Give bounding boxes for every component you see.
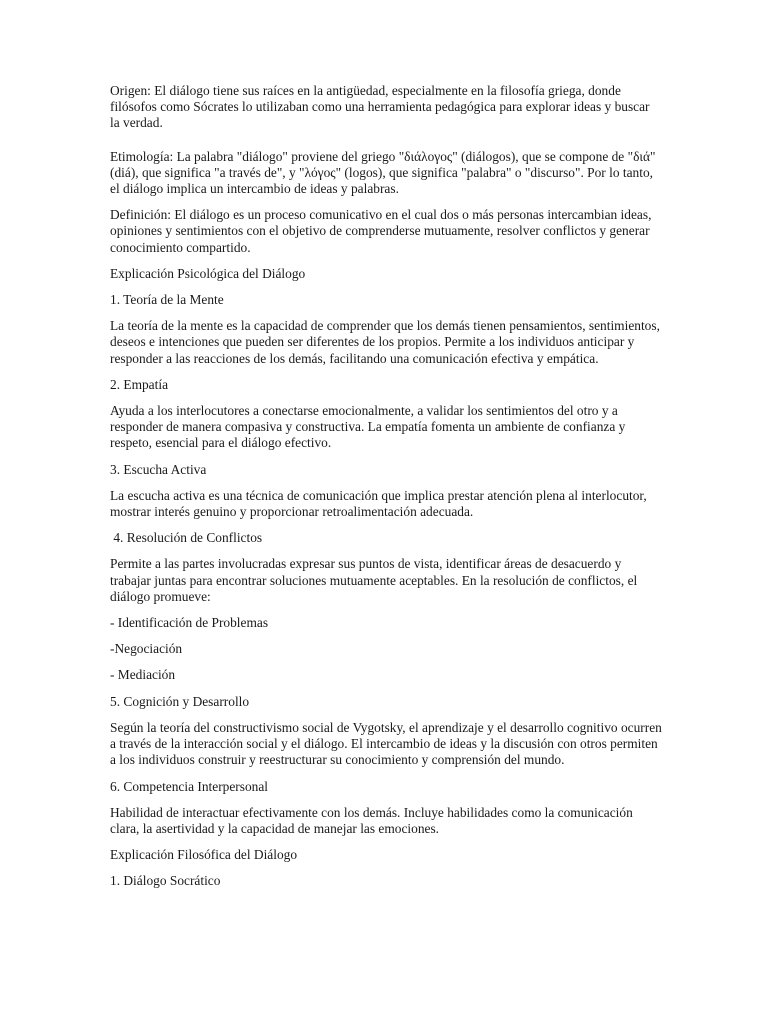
- document-page: [110, 83, 666, 900]
- subheading-cognicion: 5. Cognición y Desarrollo: [110, 693, 250, 709]
- paragraph-etimologia: Etimología: La palabra "diálogo" proviene del griego "διάλογος" (diálogos), que se compone de "διά" (diá), que significa "a través de", y "λόγος" (logos), que significa "palabra" o "discurso". Por lo tanto, el diálogo implica un intercambio de ideas y palabras.: [110, 148, 659, 197]
- paragraph-resolucion-conflictos: Permite a las partes involucradas expresar sus puntos de vista, identificar áreas de desacuerdo y trabajar juntas para encontrar soluciones mutuamente aceptables. En la resolución de conflictos, el diálogo promueve:: [110, 556, 641, 604]
- section-heading-psicologica: Explicación Psicológica del Diálogo: [110, 265, 306, 281]
- paragraph-cognicion: Según la teoría del constructivismo social de Vygotsky, el aprendizaje y el desarrollo cognitivo ocurren a través de la interacción social y el diálogo. El intercambio de ideas y la discusión con otros permiten a los individuos construir y reestructurar su conocimiento y comprensión del mundo.: [110, 719, 666, 768]
- list-item-identificacion: - Identificación de Problemas: [110, 615, 269, 631]
- paragraph-origen: Origen: El diálogo tiene sus raíces en la antigüedad, especialmente en la filosofía griega, donde filósofos como Sócrates lo utilizaban como una herramienta pedagógica para explorar ideas y buscar la verdad.: [110, 83, 653, 131]
- subheading-empatia: 2. Empatía: [110, 376, 169, 392]
- paragraph-escucha-activa: La escucha activa es una técnica de comunicación que implica prestar atención plena al interlocutor, mostrar interés genuino y proporcionar retroalimentación adecuada.: [110, 487, 651, 520]
- subheading-resolucion-conflictos: 4. Resolución de Conflictos: [110, 530, 263, 546]
- paragraph-empatia: Ayuda a los interlocutores a conectarse emocionalmente, a validar los sentimientos del otro y a responder de manera compasiva y constructiva. La empatía fomenta un ambiente de confianza y respeto, esencial para el diálogo efectivo.: [110, 403, 629, 451]
- list-item-negociacion: -Negociación: [110, 641, 183, 657]
- section-heading-filosofica: Explicación Filosófica del Diálogo: [110, 847, 298, 863]
- subheading-dialogo-socratico: 1. Diálogo Socrático: [110, 873, 221, 889]
- subheading-escucha-activa: 3. Escucha Activa: [110, 461, 207, 477]
- subheading-competencia: 6. Competencia Interpersonal: [110, 778, 269, 794]
- paragraph-definicion: Definición: El diálogo es un proceso comunicativo en el cual dos o más personas intercambian ideas, opiniones y sentimientos con el objetivo de comprenderse mutuamente, resolver conflictos y generar conocimiento compartido.: [110, 207, 655, 255]
- paragraph-competencia: Habilidad de interactuar efectivamente con los demás. Incluye habilidades como la comunicación clara, la asertividad y la capacidad de manejar las emociones.: [110, 804, 637, 836]
- list-item-mediacion: - Mediación: [110, 667, 176, 683]
- paragraph-teoria-mente: La teoría de la mente es la capacidad de comprender que los demás tienen pensamientos, sentimientos, deseos e intenciones que pueden ser diferentes de los propios. Permite a los individuos anticipar y responder a las reacciones de los demás, facilitando una comunicación efectiva y empática.: [110, 318, 664, 366]
- subheading-teoria-mente: 1. Teoría de la Mente: [110, 292, 224, 308]
